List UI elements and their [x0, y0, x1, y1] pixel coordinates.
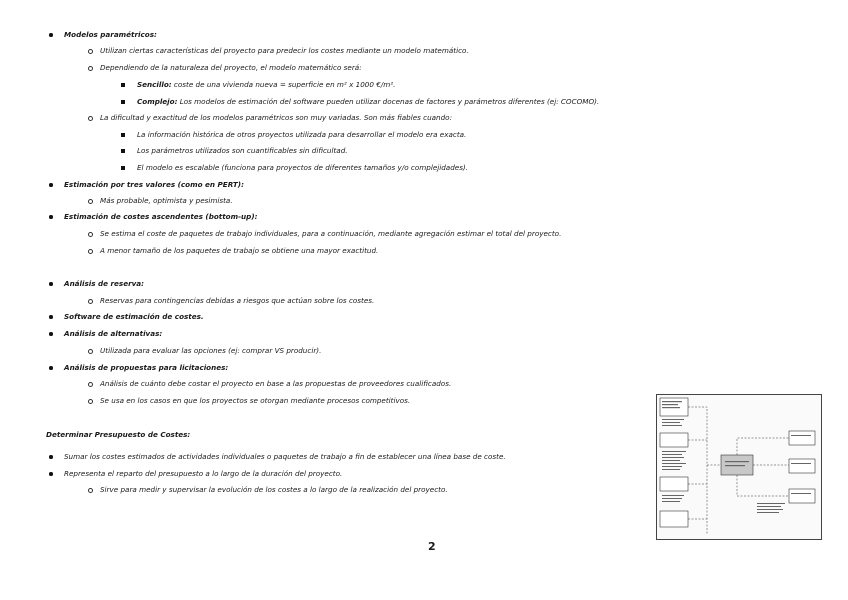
bullet-circle: [88, 66, 93, 71]
bullet-disc: [49, 183, 53, 187]
list-item: La información histórica de otros proyectos utilizada para desarrollar el modelo era exacta.: [137, 130, 467, 139]
bullet-circle: [88, 488, 93, 493]
bullet-square: [121, 149, 125, 153]
bullet-disc: [49, 282, 53, 286]
bullet-square: [121, 166, 125, 170]
section-title-budget: Determinar Presupuesto de Costes:: [46, 430, 191, 439]
heading-alternatives: Análisis de alternativas:: [64, 329, 163, 338]
process-diagram-figure: [657, 395, 821, 539]
list-item: El modelo es escalable (funciona para proyectos de diferentes tamaños y/o complejidades).: [137, 163, 469, 172]
list-item: Se usa en los casos en que los proyectos se otorgan mediante procesos competitivos.: [100, 396, 411, 405]
bullet-circle: [88, 349, 93, 354]
bullet-square: [121, 133, 125, 137]
list-item: Más probable, optimista y pesimista.: [100, 196, 233, 205]
bullet-circle: [88, 382, 93, 387]
term-simple: Sencillo:: [137, 80, 172, 89]
heading-software: Software de estimación de costes.: [64, 312, 204, 321]
list-item: Sirve para medir y supervisar la evolución de los costes a lo largo de la realización del proyecto.: [100, 485, 448, 494]
bullet-disc: [49, 33, 53, 37]
page-number: 2: [428, 540, 436, 553]
bullet-circle: [88, 116, 93, 121]
bullet-circle: [88, 232, 93, 237]
list-item: Sumar los costes estimados de actividades individuales o paquetes de trabajo a fin de establecer una línea base de coste.: [64, 452, 506, 461]
list-item: La dificultad y exactitud de los modelos paramétricos son muy variadas. Son más fiables cuando:: [100, 113, 452, 122]
heading-three-point: Estimación por tres valores (como en PERT):: [64, 180, 244, 189]
bullet-disc: [49, 366, 53, 370]
bullet-disc: [49, 215, 53, 219]
heading-reserve-analysis: Análisis de reserva:: [64, 279, 145, 288]
bullet-circle: [88, 299, 93, 304]
list-item: Dependiendo de la naturaleza del proyecto, el modelo matemático será:: [100, 63, 362, 72]
process-diagram: [656, 394, 822, 540]
heading-bottom-up: Estimación de costes ascendentes (bottom-up):: [64, 212, 258, 221]
list-item: Utilizan ciertas características del proyecto para predecir los costes mediante un modelo matemático.: [100, 46, 469, 55]
bullet-circle: [88, 49, 93, 54]
list-item: A menor tamaño de los paquetes de trabajo se obtiene una mayor exactitud.: [100, 246, 379, 255]
list-item: Se estima el coste de paquetes de trabajo individuales, para a continuación, mediante agregación estimar el total del proyecto.: [100, 229, 562, 238]
bullet-disc: [49, 455, 53, 459]
bullet-disc: [49, 472, 53, 476]
heading-parametric-models: Modelos paramétricos:: [64, 30, 157, 39]
list-item: Análisis de cuánto debe costar el proyecto en base a las propuestas de proveedores cualificados.: [100, 379, 452, 388]
term-complex-desc: Los modelos de estimación del software pueden utilizar docenas de factores y parámetros diferentes (ej: COCOMO).: [177, 97, 600, 106]
list-item: [137, 80, 395, 90]
list-item: Utilizada para evaluar las opciones (ej: comprar VS producir).: [100, 346, 322, 355]
term-simple-desc: coste de una vivienda nueva = superficie en m² x 1000 €/m².: [171, 80, 396, 89]
list-item: Representa el reparto del presupuesto a lo largo de la duración del proyecto.: [64, 469, 343, 478]
bullet-square: [121, 100, 125, 104]
list-item: [137, 97, 599, 107]
heading-bids: Análisis de propuestas para licitaciones:: [64, 363, 229, 372]
term-complex: Complejo:: [137, 97, 178, 106]
bullet-disc: [49, 332, 53, 336]
bullet-circle: [88, 399, 93, 404]
list-item: Reservas para contingencias debidas a riesgos que actúan sobre los costes.: [100, 296, 375, 305]
bullet-disc: [49, 315, 53, 319]
list-item: Los parámetros utilizados son cuantificables sin dificultad.: [137, 146, 348, 155]
bullet-square: [121, 83, 125, 87]
bullet-circle: [88, 249, 93, 254]
bullet-circle: [88, 199, 93, 204]
